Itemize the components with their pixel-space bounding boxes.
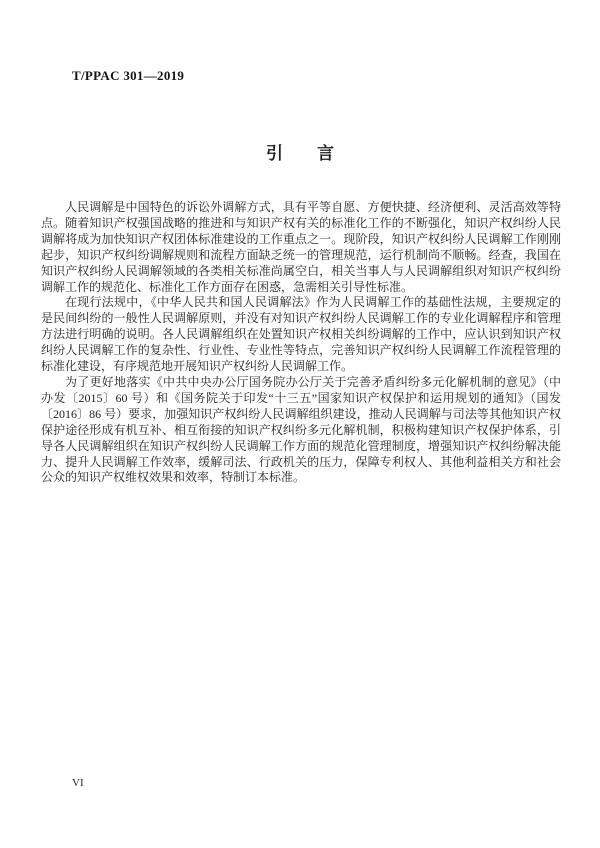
paragraph-1: 人民调解是中国特色的诉讼外调解方式，具有平等自愿、方便快捷、经济便利、灵活高效等特点。随着知识产权强国战略的推进和与知识产权有关的标准化工作的不断强化，知识产权纠纷人民调解将成为加快知识产权团体标准建设的工作重点之一。现阶段，知识产权纠纷人民调解工作刚刚起步，知识产权纠纷调解规则和流程方面缺乏统一的管理规范，运行机制尚不顺畅。经查，我国在知识产权纠纷人民调解领域的各类相关标准尚属空白，相关当事人与人民调解组织对知识产权纠纷调解工作的规范化、标准化工作方面存在困惑，急需相关引导性标准。 — [41, 200, 561, 294]
introduction-body — [41, 200, 561, 486]
paragraph-3: 为了更好地落实《中共中央办公厅国务院办公厅关于完善矛盾纠纷多元化解机制的意见》（中办发〔2015〕60 号）和《国务院关于印发“十三五”国家知识产权保护和运用规划的通知》（国发〔2016〕86 号）要求，加强知识产权纠纷人民调解组织建设，推动人民调解与司法等其他知识产权保护途径形成有机互补、相互衔接的知识产权纠纷多元化解机制，积极构建知识产权保护体系，引导各人民调解组织在知识产权纠纷人民调解工作方面的规范化管理制度，增强知识产权纠纷解决能力、提升人民调解工作效率，缓解司法、行政机关的压力，保障专利权人、其他利益相关方和社会公众的知识产权维权效果和效率，特制订本标准。 — [41, 374, 561, 485]
paragraph-2: 在现行法规中，《中华人民共和国人民调解法》作为人民调解工作的基础性法规，主要规定的是民间纠纷的一般性人民调解原则，并没有对知识产权纠纷人民调解工作的专业化调解程序和管理方法进行明确的说明。各人民调解组织在处置知识产权相关纠纷调解的工作中，应认识到知识产权纠纷人民调解工作的复杂性、行业性、专业性等特点，完善知识产权纠纷人民调解工作流程管理的标准化建设，有序规范地开展知识产权纠纷人民调解工作。 — [41, 295, 561, 374]
page-number: VI — [72, 777, 84, 789]
page-title: 引 言 — [266, 144, 334, 163]
standard-number: T/PPAC 301—2019 — [72, 68, 185, 83]
